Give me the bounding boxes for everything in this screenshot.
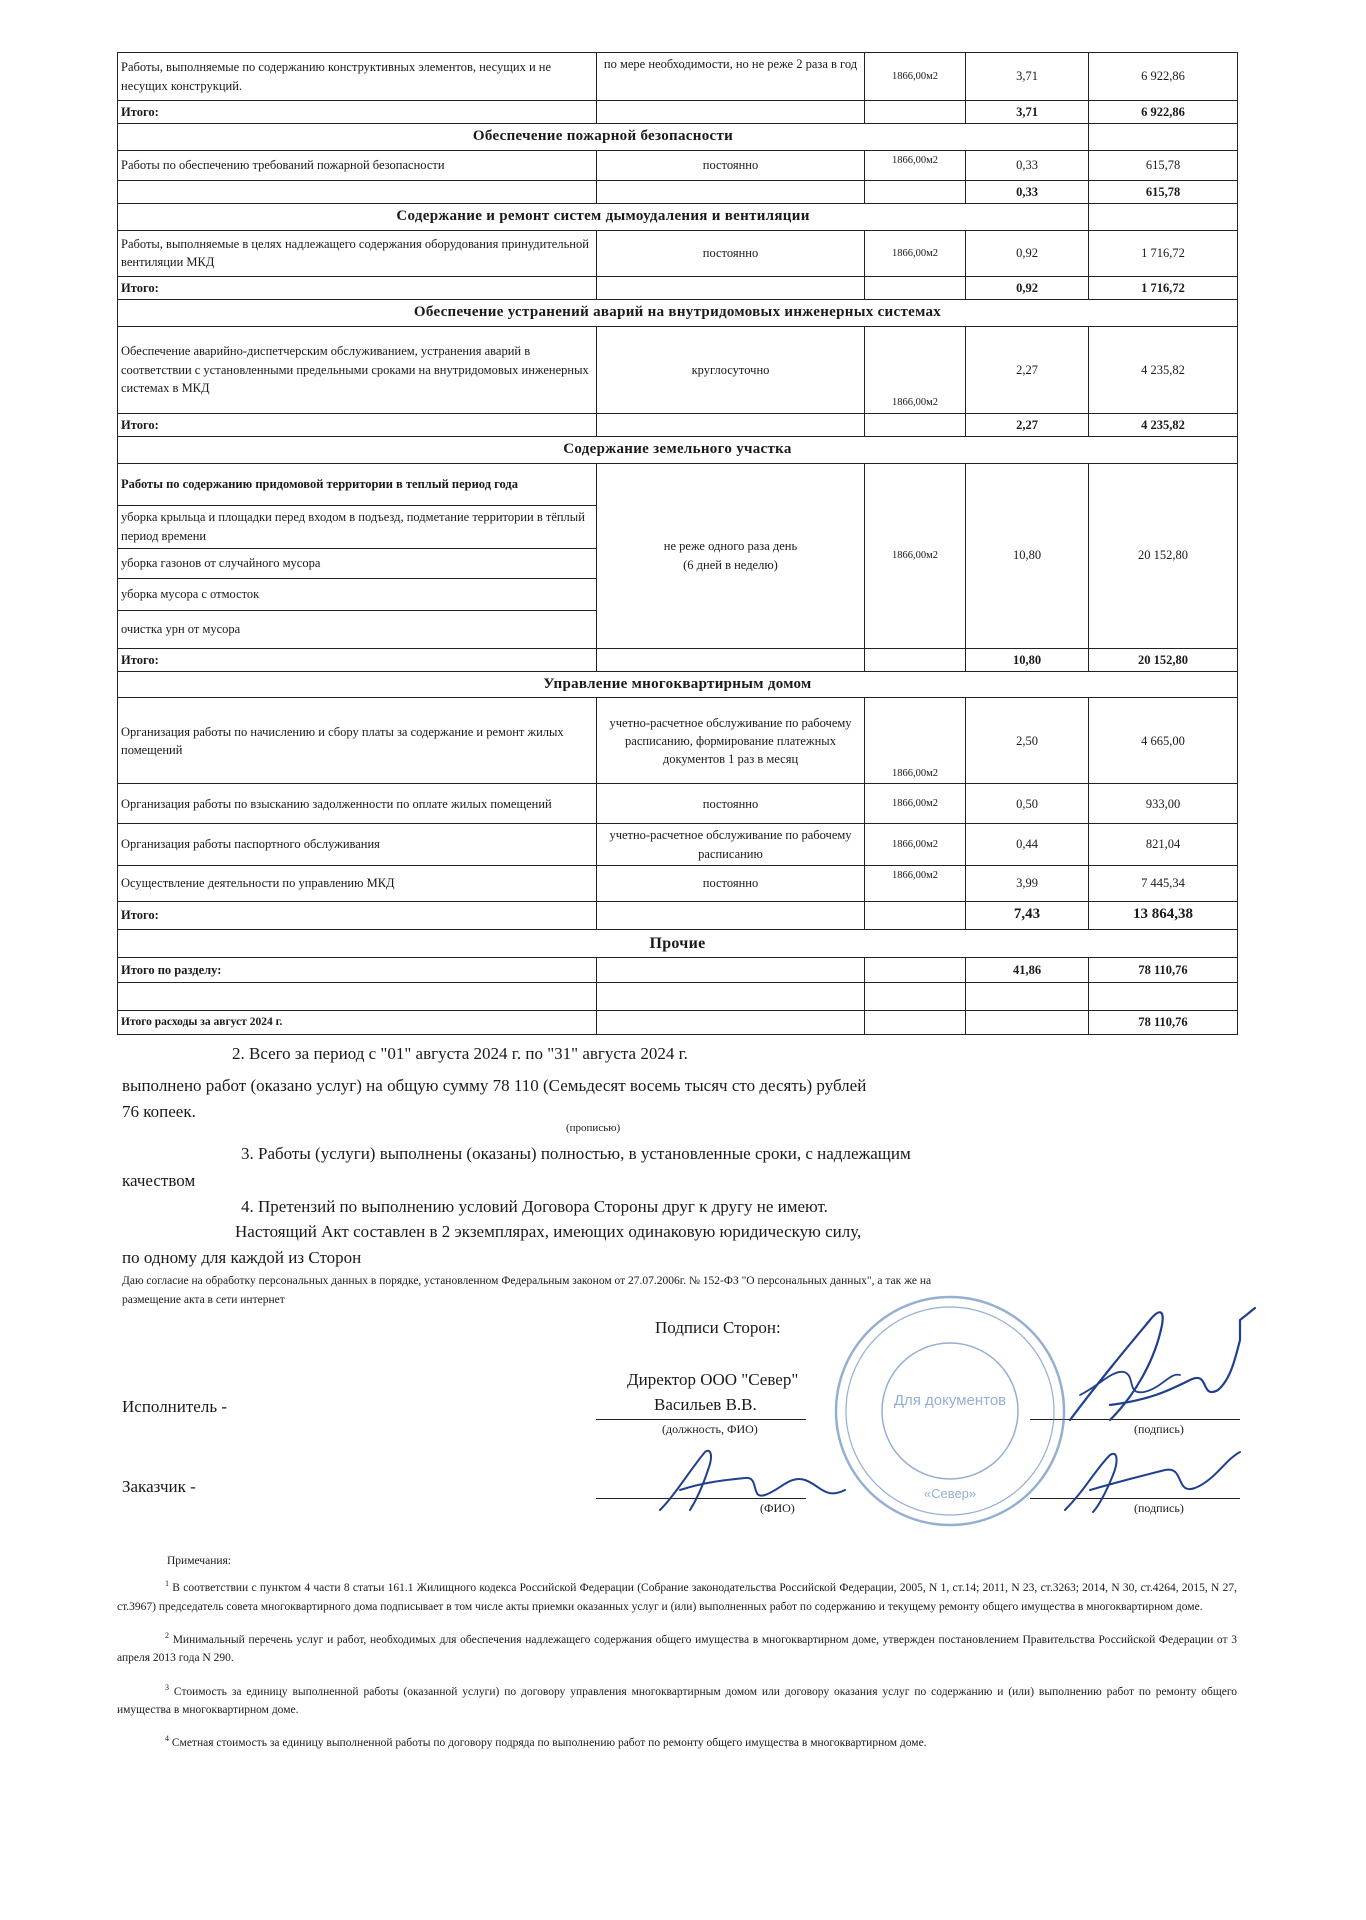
work-rate: 0,44 xyxy=(966,824,1089,865)
total-row xyxy=(118,648,1238,671)
note-item xyxy=(117,1578,1237,1616)
services-table xyxy=(117,52,1238,1035)
total-rate: 41,86 xyxy=(966,957,1089,982)
table-row xyxy=(118,326,1238,413)
work-area: 1866,00м2 xyxy=(865,463,966,648)
section-title: Прочие xyxy=(118,929,1238,957)
paragraph-quality: 3. Работы (услуги) выполнены (оказаны) полностью, в установленные сроки, с надлежащим xyxy=(241,1144,911,1163)
work-subitem: уборка мусора с отмосток xyxy=(118,578,597,610)
work-sum: 933,00 xyxy=(1089,784,1238,824)
work-rate: 3,99 xyxy=(966,865,1089,901)
section-title: Содержание и ремонт систем дымоудаления и вентиляции xyxy=(118,204,1089,231)
total-rate: 7,43 xyxy=(966,901,1089,929)
notes-title: Примечания: xyxy=(167,1555,231,1567)
work-sum: 1 716,72 xyxy=(1089,230,1238,276)
caption-propisyu: (прописью) xyxy=(566,1122,621,1134)
work-area: 1866,00м2 xyxy=(865,824,966,865)
total-rate: 10,80 xyxy=(966,648,1089,671)
work-name: Работы по содержанию придомовой территории в теплый период года xyxy=(118,463,597,505)
note-mark: 2 xyxy=(165,1631,169,1640)
work-area: 1866,00м2 xyxy=(865,150,966,180)
work-area: 1866,00м2 xyxy=(865,865,966,901)
note-item xyxy=(117,1733,1237,1752)
work-rate: 0,92 xyxy=(966,230,1089,276)
section-row xyxy=(118,204,1238,231)
total-label: Итого: xyxy=(118,648,597,671)
work-subitem: уборка газонов от случайного мусора xyxy=(118,548,597,578)
paragraph-copies: Настоящий Акт составлен в 2 экземплярах, имеющих одинаковую юридическую силу, xyxy=(235,1222,862,1241)
work-rate: 2,50 xyxy=(966,698,1089,784)
total-sum: 13 864,38 xyxy=(1089,901,1238,929)
empty-row xyxy=(118,982,1238,1010)
total-rate: 0,33 xyxy=(966,180,1089,203)
work-sum: 4 235,82 xyxy=(1089,326,1238,413)
total-label: Итого по разделу: xyxy=(118,957,597,982)
sign-caption-2: (подпись) xyxy=(1134,1501,1184,1515)
notes-block xyxy=(117,1552,1237,1752)
total-row xyxy=(118,276,1238,299)
work-rate: 2,27 xyxy=(966,326,1089,413)
note-text: Сметная стоимость за единицу выполненной работы по договору подряда по выполнению работ по ремонту общего имущества в многоквартирном доме. xyxy=(171,1737,927,1750)
table-row xyxy=(118,784,1238,824)
note-text: Стоимость за единицу выполненной работы (оказанной услуги) по договору управления многоквартирным домом или договору оказания услуг по содержанию и (или) выполнению работ по ремонту общего имущества в многоквартирном доме. xyxy=(117,1685,1238,1716)
total-sum: 78 110,76 xyxy=(1089,1010,1238,1034)
customer-signature-right xyxy=(1055,1440,1255,1520)
work-sum: 6 922,86 xyxy=(1089,53,1238,101)
stamp-org: «Север» xyxy=(923,1486,977,1501)
total-sum: 4 235,82 xyxy=(1089,413,1238,436)
work-sum: 821,04 xyxy=(1089,824,1238,865)
work-sum: 20 152,80 xyxy=(1089,463,1238,648)
table-row xyxy=(118,824,1238,865)
work-name: Осуществление деятельности по управлению МКД xyxy=(118,865,597,901)
work-name: Организация работы по взысканию задолженности по оплате жилых помещений xyxy=(118,784,597,824)
total-row xyxy=(118,901,1238,929)
work-name: Работы, выполняемые в целях надлежащего содержания оборудования принудительной вентиляции МКД xyxy=(118,230,597,276)
work-area: 1866,00м2 xyxy=(865,784,966,824)
total-label: Итого расходы за август 2024 г. xyxy=(118,1010,597,1034)
total-rate: 3,71 xyxy=(966,101,1089,124)
work-name: Организация работы по начислению и сбору платы за содержание и ремонт жилых помещений xyxy=(118,698,597,784)
work-frequency: постоянно xyxy=(597,230,865,276)
frequency-line: (6 дней в неделю) xyxy=(683,557,778,572)
total-label: Итого: xyxy=(118,901,597,929)
work-name: Работы, выполняемые по содержанию конструктивных элементов, несущих и не несущих конструкций. xyxy=(118,53,597,101)
work-frequency: постоянно xyxy=(597,784,865,824)
total-label: Итого: xyxy=(118,101,597,124)
stamp-text: Для документов xyxy=(893,1392,1007,1409)
section-row xyxy=(118,124,1238,151)
note-text: Минимальный перечень услуг и работ, необходимых для обеспечения надлежащего содержания общего имущества в многоквартирном доме, утвержден постановлением Правительства Российской Федерации от 3 апреля 2013 года N 290. xyxy=(117,1633,1237,1665)
section-row xyxy=(118,299,1238,326)
total-sum: 615,78 xyxy=(1089,180,1238,203)
work-rate: 0,33 xyxy=(966,150,1089,180)
executor-signature xyxy=(1040,1300,1260,1440)
section-title: Содержание земельного участка xyxy=(118,436,1238,463)
work-frequency: постоянно xyxy=(597,865,865,901)
note-item xyxy=(117,1682,1237,1720)
note-mark: 3 xyxy=(165,1682,169,1692)
total-sum: 6 922,86 xyxy=(1089,101,1238,124)
section-row xyxy=(118,671,1238,698)
signatures-title: Подписи Сторон: xyxy=(655,1318,781,1337)
paragraph-copies-end: по одному для каждой из Сторон xyxy=(122,1248,362,1267)
paragraph-quality-end: качеством xyxy=(122,1171,196,1190)
work-frequency xyxy=(597,463,865,648)
note-mark: 4 xyxy=(165,1734,169,1744)
work-name: Организация работы паспортного обслуживания xyxy=(118,824,597,865)
paragraph-period: 2. Всего за период с "01" августа 2024 г. по "31" августа 2024 г. xyxy=(232,1044,688,1063)
customer-signature-left xyxy=(650,1440,870,1520)
note-text: В соответствии с пунктом 4 части 8 статьи 161.1 Жилищного кодекса Российской Федерации (Собрание законодательства Российской Федерации, 2005, N 1, ст.14; 2011, N 23, ст.3263; 2014, N 30, ст.4264, 2015, N 27, ст.3967) председатель совета многоквартирного дома подписывает в том числе акты приемки оказанных услуг и (или) выполненных работ по содержанию и текущему ремонту общего имущества в многоквартирном доме. xyxy=(117,1582,1237,1613)
total-row xyxy=(118,180,1238,203)
paragraph-sum: выполнено работ (оказано услуг) на общую сумму 78 110 (Семьдесят восемь тысяч сто десять) рублей xyxy=(122,1076,867,1095)
total-sum: 1 716,72 xyxy=(1089,276,1238,299)
executor-line xyxy=(596,1419,806,1420)
total-sum: 78 110,76 xyxy=(1089,957,1238,982)
section-title: Обеспечение пожарной безопасности xyxy=(118,124,1089,151)
table-row xyxy=(118,865,1238,901)
table-row xyxy=(118,463,1238,505)
work-rate: 10,80 xyxy=(966,463,1089,648)
total-rate: 0,92 xyxy=(966,276,1089,299)
customer-label: Заказчик - xyxy=(122,1477,196,1496)
paragraph-claims: 4. Претензий по выполнению условий Договора Стороны друг к другу не имеют. xyxy=(241,1197,828,1216)
total-row xyxy=(118,957,1238,982)
section-title: Обеспечение устранений аварий на внутридомовых инженерных системах xyxy=(118,299,1238,326)
work-area: 1866,00м2 xyxy=(865,698,966,784)
section-title: Управление многоквартирным домом xyxy=(118,671,1238,698)
table-row xyxy=(118,150,1238,180)
work-area: 1866,00м2 xyxy=(865,326,966,413)
note-item xyxy=(117,1630,1237,1668)
executor-name: Васильев В.В. xyxy=(654,1395,757,1414)
section-row xyxy=(118,436,1238,463)
sign-caption: (подпись) xyxy=(1134,1422,1184,1436)
work-frequency: учетно-расчетное обслуживание по рабочему расписанию, формирование платежных документов 1 раз в месяц xyxy=(597,698,865,784)
position-caption: (должность, ФИО) xyxy=(662,1422,758,1436)
section-row xyxy=(118,929,1238,957)
fio-caption: (ФИО) xyxy=(760,1501,795,1515)
total-sum: 20 152,80 xyxy=(1089,648,1238,671)
work-name: Обеспечение аварийно-диспетчерским обслуживанием, устранения аварий в соответствии с установленными предельными сроками на внутридомовых инженерных системах в МКД xyxy=(118,326,597,413)
executor-position: Директор ООО "Север" xyxy=(627,1370,799,1389)
consent-text-end: размещение акта в сети интернет xyxy=(122,1294,285,1306)
work-name: Работы по обеспечению требований пожарной безопасности xyxy=(118,150,597,180)
total-row xyxy=(118,413,1238,436)
work-sum: 7 445,34 xyxy=(1089,865,1238,901)
work-frequency: по мере необходимости, но не реже 2 раза в год xyxy=(597,53,865,101)
total-row xyxy=(118,1010,1238,1034)
work-sum: 615,78 xyxy=(1089,150,1238,180)
work-sum: 4 665,00 xyxy=(1089,698,1238,784)
table-row xyxy=(118,53,1238,101)
total-label: Итого: xyxy=(118,276,597,299)
work-area: 1866,00м2 xyxy=(865,53,966,101)
table-row xyxy=(118,698,1238,784)
work-subitem: очистка урн от мусора xyxy=(118,610,597,648)
work-rate: 0,50 xyxy=(966,784,1089,824)
total-row xyxy=(118,101,1238,124)
consent-text: Даю согласие на обработку персональных данных в порядке, установленном Федеральным законом от 27.07.2006г. № 152-ФЗ "О персональных данных", а так же на xyxy=(122,1275,932,1287)
executor-label: Исполнитель - xyxy=(122,1397,227,1416)
table-row xyxy=(118,230,1238,276)
paragraph-sum-end: 76 копеек. xyxy=(122,1102,196,1121)
work-frequency: постоянно xyxy=(597,150,865,180)
work-rate: 3,71 xyxy=(966,53,1089,101)
total-rate: 2,27 xyxy=(966,413,1089,436)
frequency-line: не реже одного раза день xyxy=(663,539,798,554)
total-label: Итого: xyxy=(118,413,597,436)
work-frequency: учетно-расчетное обслуживание по рабочему расписанию xyxy=(597,824,865,865)
work-area: 1866,00м2 xyxy=(865,230,966,276)
work-subitem: уборка крыльца и площадки перед входом в подъезд, подметание территории в тёплый период времени xyxy=(118,505,597,548)
note-mark: 1 xyxy=(165,1579,169,1589)
work-frequency: круглосуточно xyxy=(597,326,865,413)
